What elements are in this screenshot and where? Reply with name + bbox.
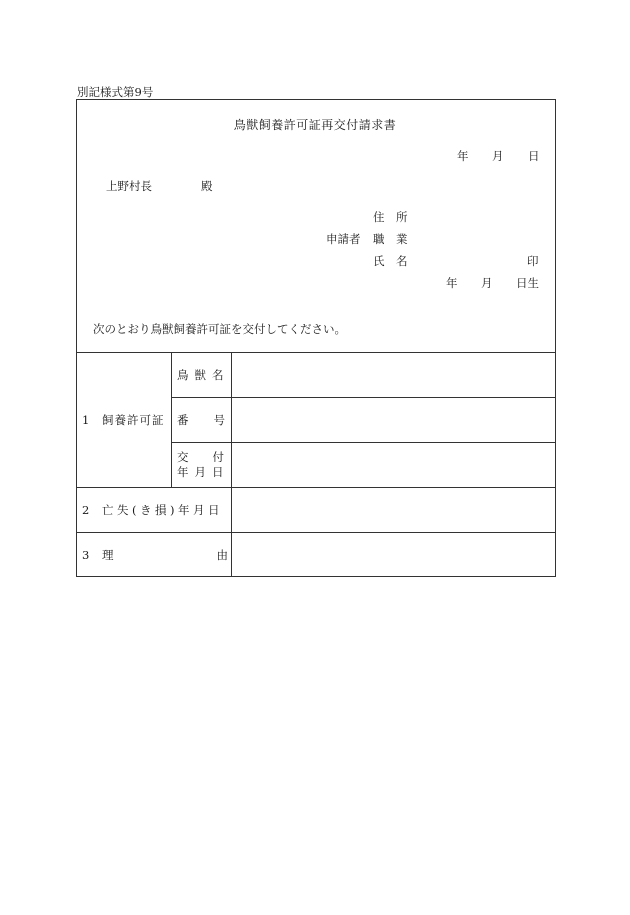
row-divider xyxy=(76,532,556,533)
issue-label-line2: 年月日 xyxy=(177,465,230,479)
birth-day: 日生 xyxy=(516,276,539,290)
row1-number: 1 xyxy=(82,413,90,427)
form-number: 別記様式第9号 xyxy=(77,85,154,99)
applicant-occupation-label: 職 業 xyxy=(373,232,408,246)
header-divider xyxy=(76,352,556,353)
row-divider xyxy=(76,487,556,488)
date-year: 年 xyxy=(457,149,469,163)
applicant-address-label: 住 所 xyxy=(373,210,408,224)
row3-number: 3 xyxy=(82,548,90,562)
date-month: 月 xyxy=(492,149,504,163)
row1-label: 飼養許可証 xyxy=(102,413,165,427)
license-number-label-text: 番号 xyxy=(177,413,250,427)
column-divider xyxy=(171,352,172,487)
row2-number: 2 xyxy=(82,503,90,517)
applicant-name-label: 氏 名 xyxy=(373,254,408,268)
date-day: 日 xyxy=(528,149,540,163)
addressee-name: 上野村長 xyxy=(106,179,152,193)
species-name-label: 鳥獣名 xyxy=(177,368,230,382)
row-divider xyxy=(171,442,556,443)
request-text: 次のとおり鳥獣飼養許可証を交付してください。 xyxy=(93,322,346,336)
birth-month: 月 xyxy=(481,276,493,290)
license-number-label xyxy=(177,413,250,427)
birth-year: 年 xyxy=(446,276,458,290)
applicant-group-label: 申請者 xyxy=(326,232,361,246)
column-divider xyxy=(231,352,232,577)
seal-mark: 印 xyxy=(527,254,539,268)
issue-label-line1: 交付 xyxy=(177,450,248,464)
row-divider xyxy=(171,397,556,398)
row2-label: 亡失(き損)年月日 xyxy=(102,503,223,517)
row3-label: 理由 xyxy=(102,548,331,562)
document-title: 鳥獣飼養許可証再交付請求書 xyxy=(233,118,397,132)
addressee-honorific: 殿 xyxy=(201,179,213,193)
